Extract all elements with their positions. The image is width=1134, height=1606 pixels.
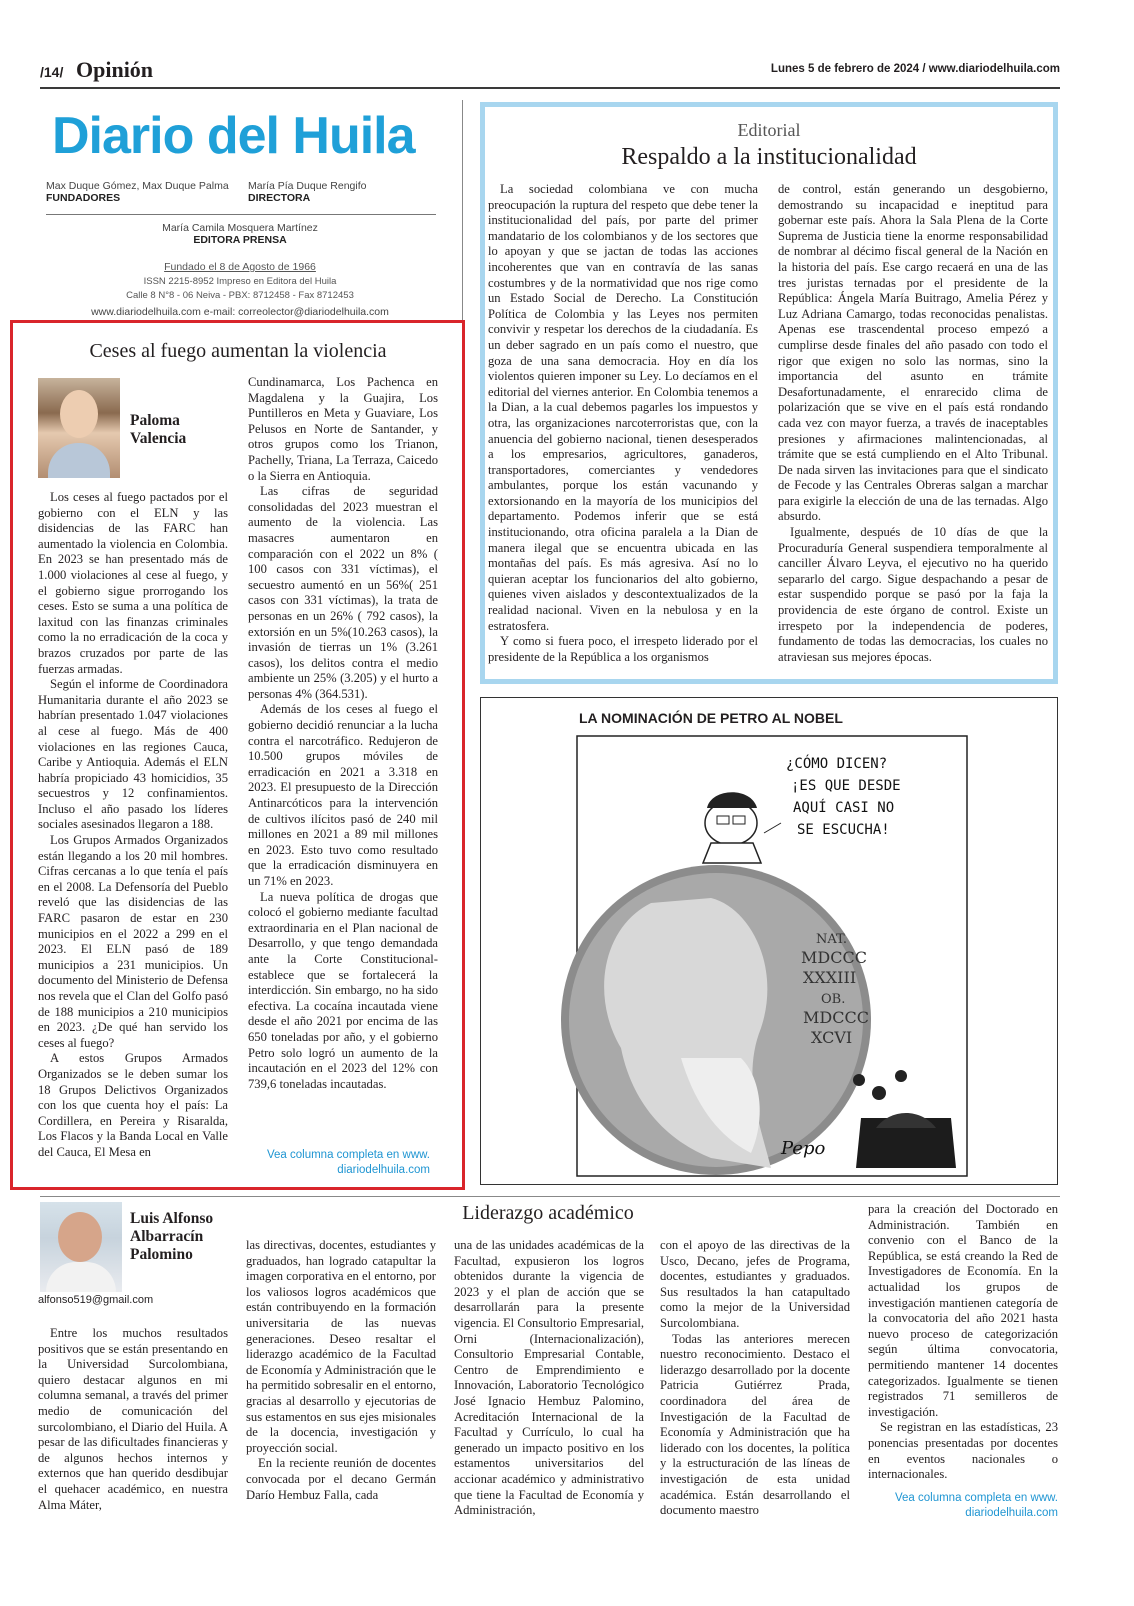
column-title: Ceses al fuego aumentan la violencia xyxy=(89,340,387,362)
paragraph: Y como si fuera poco, el irrespeto liderado por el presidente de la República a los organismos xyxy=(488,634,758,664)
column-text-b xyxy=(246,1238,436,1503)
cartoon-drawing xyxy=(481,698,1058,1185)
read-more-link[interactable]: Vea columna completa en www. diariodelhuila.com xyxy=(894,1491,1058,1519)
petro-figure xyxy=(703,792,761,863)
medal-text: MDCCC xyxy=(801,948,867,967)
medal-text: OB. xyxy=(821,992,846,1007)
section-title: Opinión xyxy=(76,57,154,82)
editorial-kicker: Editorial xyxy=(737,120,801,140)
avatar xyxy=(60,390,98,438)
column-text-a xyxy=(38,1326,228,1513)
paragraph: Además de los ceses al fuego el gobierno decidió renunciar a la lucha contra el narcotráfico. Redujeron de 10.500 grupos móviles de erradicación en 2021 a 3.318 en 2023. El presupuesto de la Dirección Antinarcóticos para la intervención de cultivos ilícitos pasó de 240 mil millones en 2021 a 89 mil millones en 2023. Esto tuvo como resultado que la erradicación disminuyera en un 71% en 2023. xyxy=(248,702,438,888)
issn: ISSN 2215-8952 Impreso en Editora del Huila xyxy=(143,275,337,287)
editorial-text-b xyxy=(778,182,1048,665)
read-more-link[interactable]: Vea columna completa en www. diariodelhuila.com xyxy=(266,1149,430,1176)
column-ceses xyxy=(38,340,438,1180)
paragraph: Entre los muchos resultados positivos que se están presentando en la Universidad Surcolombiana, quiero destacar algunos en mi columna semanal, a través del primer medio de comunicación del surcolombiano, el Diario del Huila. A pesar de las dificultades financieras y de algunos hechos internos y externos que han querido desdibujar el quehacer académico, en nuestra Alma Máter, xyxy=(38,1326,228,1512)
paragraph: Según el informe de Coordinadora Humanitaria durante el año 2023 se habrían presentado 1.047 violaciones al cese al fuego. Más de 400 violaciones en las regiones Cauca, Caribe y Antioquia. Además el ELN habría propiciado 43 homicidios, 35 secuestros y 12 confinamientos. Incluso el año pasado los líderes sociales asesinados llegaron a 188. xyxy=(38,677,228,832)
author-name: Luis Alfonso Albarracín Palomino xyxy=(130,1210,214,1263)
author-photo xyxy=(38,378,120,478)
column-text-e xyxy=(868,1202,1058,1521)
founders-title: FUNDADORES xyxy=(46,192,121,204)
founders-names: Max Duque Gómez, Max Duque Palma xyxy=(46,180,229,192)
avatar xyxy=(58,1212,102,1262)
editorial-title: Respaldo a la institucionalidad xyxy=(621,144,917,170)
paragraph: Igualmente, después de 10 días de que la Procuraduría General suspendiera temporalmente al canciller Álvaro Leyva, el ejecutivo no ha querido separarlo del cargo. Sigue despachando a pesar de estar suspendido porque se pasó por la faja la providencia de este órgano de control. Existe un irrespeto por la independencia de poderes, fundamento de todas las democracias, los cuales no atraviesan sus mejores épocas. xyxy=(778,525,1048,664)
medal-text: XCVI xyxy=(811,1028,853,1047)
cartoonist-signature: Pepo xyxy=(781,1138,826,1159)
editor xyxy=(40,222,440,246)
svg-text:AQUÍ CASI NO: AQUÍ CASI NO xyxy=(793,800,895,816)
medal-text: NAT. xyxy=(816,932,847,947)
masthead xyxy=(40,100,440,325)
paragraph: con el apoyo de las directivas de la Usco, Decano, jefes de Programa, docentes, estudiantes y graduados. Sus resultados la han catapultado como la mejor de la Universidad Surcolombiana. xyxy=(660,1238,850,1330)
editorial-text-a xyxy=(488,182,758,665)
page-header xyxy=(40,56,1060,86)
paragraph: Todas las anteriores merecen nuestro reconocimiento. Destaco el liderazgo desarrollado por la docente Patricia Gutiérrez Prada, coordinadora del área de Investigación de la Facultad de Economía y Administración que ha liderado con los docentes, la política y la estructuración de las líneas de investigación de esta unidad académica. Están desarrollando el documento maestro xyxy=(660,1331,850,1518)
medal-text: XXXIII xyxy=(803,968,857,987)
cartoon xyxy=(480,697,1058,1185)
author-email[interactable]: alfonso519@gmail.com xyxy=(38,1294,154,1306)
editorial xyxy=(488,120,1050,675)
page-number: /14/ xyxy=(40,64,64,80)
editor-title: EDITORA PRENSA xyxy=(193,234,287,246)
header-rule xyxy=(40,87,1060,89)
paragraph: las directivas, docentes, estudiantes y graduados, han logrado catapultar la imagen corporativa en el entorno, por los valiosos logros académicos que están contribuyendo en la formación universitaria de las nuevas generaciones. Deseo resaltar el liderazgo académico de la Facultad de Economía y Administración que le ha permitido sobresalir en el entorno, gracias al desarrollo y ejecutorias de sus estamentos en sus ejes misionales de la docencia, investigación y proyección social. xyxy=(246,1238,436,1455)
paragraph: La nueva política de drogas que colocó el gobierno mediante facultad extraordinaria en el Plan nacional de Desarrollo, y que tengo demandada ante la Corte Constitucional-establece que se fortalecerá la interdicción. Sin embargo, no ha sido efectiva. La cocaína incautada viene desde el año 2021 por encima de las 650 toneladas por año, y el gobierno Petro solo logró un aumento de la incautación en el 2023 del 12% con 739,6 toneladas incautadas. xyxy=(248,889,438,1091)
paragraph: una de las unidades académicas de la Facultad, expusieron los logros obtenidos durante la vigencia de 2023 y el plan de acción que se desarrollarán para la presente vigencia. El Consultorio Empresarial, Orni (Internacionalización), Consultorio Empresarial Contable, Centro de Emprendimiento e Innovación, Laboratorio Tecnológico José Ignacio Hembuz Palomino, Acreditación Internacional de la Facultad y Currículo, lo cual ha generado un impacto positivo en los estamentos universitarios del accionar académico y administrativo que tiene la Facultad de Economía y Administración, xyxy=(454,1238,644,1518)
column-liderazgo xyxy=(38,1200,1060,1520)
paragraph: Cundinamarca, Los Pachenca en Magdalena y la Guajira, Los Puntilleros en Meta y Guaviare, Los Pelusos en Norte de Santander, y otros grupos como los Trianon, Pachelly, Triana, La Terraza, Caicedo o la Sierra en Antioquia. xyxy=(248,375,438,483)
founders xyxy=(46,180,246,204)
paragraph: A estos Grupos Armados Organizados se le deben sumar los 18 Grupos Delictivos Organizados con los que cuenta hoy el país: La Cordillera, en Pereira y Risaralda, Los Flacos y la Banda Local en Valle del Cauca, El Mesa en xyxy=(38,1051,228,1159)
paragraph: La sociedad colombiana ve con mucha preocupación la ruptura del respeto que debe tener la institucionalidad del país, por parte del primer mandatario de los colombianos y de los sectores que lo apoyan y que se jactan de todas las acciones incoherentes que van en contravía de las sanas costumbres y de la normatividad que nos rige como un Estado Social de Derecho. La Constitución Política de Colombia y las Leyes nos permiten convivir y respetar los derechos de la ciudadanía. Es un deber sagrado en un país como el nuestro, que goza de una sana democracia. Hoy en día los violentos quieren imponer su Ley. Lo decíamos en el editorial del viernes anterior. En Colombia tenemos a la Dian, a la cual debemos pagarles los impuestos y otra, las organizaciones narcoterroristas que, con la anuencia del gobierno nacional, tienen desesperados a los empresarios, agricultores, ganaderos, transportadores, comerciantes y vendedores ambulantes, porque los están vacunando y extorsionando en la mayoría de los municipios del departamento. Podemos inferir que se está institucionando, otra oficina paralela a la Dian de manera ilegal que se encuentra ubicada en las montañas del país. Es más agresiva. Así no lo quieran aceptar los funcionarios del alto gobierno, quienes viven aislados y descontextualizados de la realidad nacional. Viven en la nebulosa y en la estratosfera. xyxy=(488,182,758,633)
medal-text: MDCCC xyxy=(803,1008,869,1027)
director-name: María Pía Duque Rengifo xyxy=(248,180,367,192)
editor-name: María Camila Mosquera Martínez xyxy=(162,222,318,234)
paragraph: para la creación del Doctorado en Administración. También en convenio con el Banco de la República, se está creando la Red de Investigadores de Economía. En la actualidad los grupos de investigación mantienen categoría de la convocatoria del año 2021 hasta nuevo proceso de categorización según última convocatoria, permitiendo mantener 14 docentes categorizados. Igualmente se tienen registrados 71 semilleros de investigación. xyxy=(868,1202,1058,1419)
founded: Fundado el 8 de Agosto de 1966 xyxy=(164,261,316,273)
column-text-a xyxy=(38,490,228,1161)
director xyxy=(248,180,438,204)
paragraph: Las cifras de seguridad consolidadas del 2023 muestran el aumento de la violencia. Las masacres aumentaron en comparación con el 2022 un 8% ( 100 casos con 331 víctimas), el secuestro aumentó en un 56%( 251 casos con 331 víctimas), la trata de personas en un 26% ( 792 casos), la extorsión en un 5%(10.263 casos), la invasión de tierras un 1% (3.261 casos), los delitos contra el medio ambiente un 25% (3.205) y el hurto a personas 4% (364.531). xyxy=(248,484,438,701)
paragraph: de control, están generando un desgobierno, demostrando su incapacidad e ineptitud para gobernar este país. Ahora la Sala Plena de la Corte Suprema de Justicia tiene la enorme responsabilidad de nombrar al décimo fiscal general de la Nación en la historia del país. Ese cargo recaerá en una de las tres juristas ternadas por el presidente de la República: Ángela María Buitrago, Amelia Pérez y Luz Adriana Camargo, todas reconocidas penalistas. Apenas ese trascendental proceso empezó a cumplirse desde finales del año pasado con todo el rigor que exigen no solo las normas, sino la importancia del asunto en trámite Desafortunadamente, el enrarecido clima de polarización que se vive en el país está rondando cada vez con mayor fuerza, a través de inaceptables presiones y afirmaciones malintencionadas, al trámite que se está cumpliendo en el Alto Tribunal. De nada sirven las invitaciones para que el sindicato de Fecode y las Centrales Obreras salgan a marchar para exigirle la elección de una de las ternadas. Algo absurdo. xyxy=(778,182,1048,524)
column-text-d xyxy=(660,1238,850,1519)
paragraph: Se registran en las estadísticas, 23 ponencias presentadas por docentes en eventos nacionales o internacionales. xyxy=(868,1420,1058,1482)
small-figures xyxy=(853,1070,956,1168)
svg-text:¿CÓMO DICEN?: ¿CÓMO DICEN? xyxy=(786,756,888,772)
web-email[interactable]: www.diariodelhuila.com e-mail: correolector@diariodelhuila.com xyxy=(91,306,389,318)
masthead-rule xyxy=(46,214,436,215)
paragraph: Los Grupos Armados Organizados están llegando a los 20 mil hombres. Cifras cercanas a lo que tenía el país en el 2008. La Defensoría del Pueblo reveló que las disidencias de las FARC pasaron de estar en 230 municipios en el 2022 a 299 en el 2023. El ELN pasó de 189 municipios a 231 municipios. Un documento del Ministerio de Defensa nos revela que el Clan del Golfo pasó de 188 municipios a 210 municipios en 2023. ¿De qué han servido los ceses al fuego? xyxy=(38,833,228,1050)
paragraph: En la reciente reunión de docentes convocada por el decano Germán Darío Hembuz Falla, cada xyxy=(246,1456,436,1502)
column-text-c xyxy=(454,1238,644,1519)
speech-bubble xyxy=(786,754,901,838)
paragraph: Los ceses al fuego pactados por el gobierno con el ELN y las disidencias de las FARC han aumentado la violencia en Colombia. En 2023 se han presentado más de 1.000 violaciones al cese al fuego, y el gobierno sigue prorrogando los ceses. Esto se suma a una política de laxitud con las finanzas criminales como la no erradicación de la coca y brazos cruzados por parte de las fuerzas armadas. xyxy=(38,490,228,676)
newspaper-logo: Diario del Huila xyxy=(52,107,415,165)
svg-text:SE ESCUCHA!: SE ESCUCHA! xyxy=(797,822,890,838)
svg-text:¡ES QUE DESDE: ¡ES QUE DESDE xyxy=(791,778,901,794)
author-name: Paloma Valencia xyxy=(130,412,187,447)
column-text-b xyxy=(248,375,438,1092)
author-photo xyxy=(40,1202,122,1292)
imprint xyxy=(40,260,440,304)
date-site: Lunes 5 de febrero de 2024 / www.diariodelhuila.com xyxy=(770,63,1060,75)
bottom-section-rule xyxy=(40,1196,1060,1197)
director-title: DIRECTORA xyxy=(248,192,311,204)
column-title: Liderazgo académico xyxy=(462,1202,634,1224)
cartoon-title: LA NOMINACIÓN DE PETRO AL NOBEL xyxy=(579,710,843,726)
address: Calle 8 N°8 - 06 Neiva - PBX: 8712458 - Fax 8712453 xyxy=(126,290,354,301)
